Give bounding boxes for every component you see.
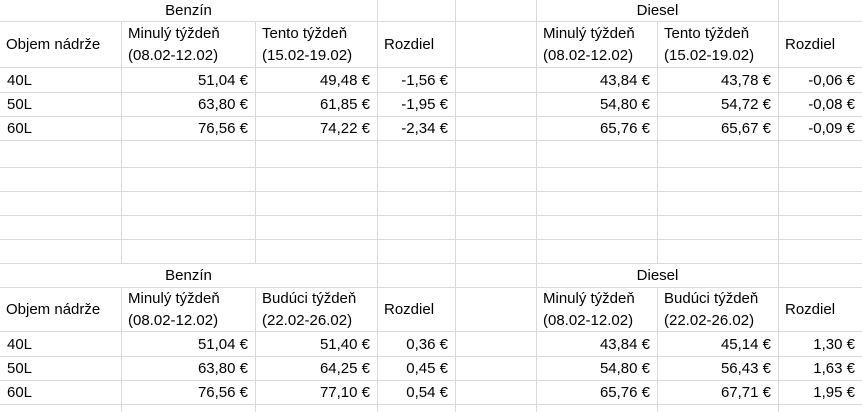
empty-cell[interactable] bbox=[122, 216, 256, 240]
col-header-line1: Tento týždeň bbox=[664, 24, 750, 42]
empty-cell[interactable] bbox=[456, 216, 537, 240]
row-label-cell[interactable]: 40L bbox=[0, 332, 122, 357]
col-header-benzin-prev-week[interactable] bbox=[122, 22, 256, 68]
data-cell[interactable]: 74,22 € bbox=[256, 117, 378, 141]
empty-cell[interactable] bbox=[0, 141, 122, 168]
col-header-line1: Minulý týždeň bbox=[543, 24, 635, 42]
empty-cell[interactable] bbox=[256, 405, 378, 412]
row-label-cell[interactable]: 60L bbox=[0, 381, 122, 405]
empty-cell[interactable] bbox=[658, 192, 779, 216]
rozdiel-header-diesel[interactable]: Rozdiel bbox=[779, 22, 862, 68]
empty-cell[interactable] bbox=[456, 68, 537, 93]
data-cell[interactable]: -1,56 € bbox=[378, 68, 456, 93]
col-header-line2: (08.02-12.02) bbox=[543, 311, 634, 329]
empty-cell[interactable] bbox=[456, 357, 537, 381]
col-header-line2: (08.02-12.02) bbox=[128, 311, 219, 329]
rozdiel-header-benzin[interactable]: Rozdiel bbox=[378, 288, 456, 332]
data-cell[interactable]: 51,04 € bbox=[122, 68, 256, 93]
data-cell[interactable]: 0,45 € bbox=[378, 357, 456, 381]
data-cell[interactable]: 1,95 € bbox=[779, 381, 862, 405]
data-cell[interactable]: -0,08 € bbox=[779, 93, 862, 117]
data-cell[interactable]: -1,95 € bbox=[378, 93, 456, 117]
empty-cell[interactable] bbox=[456, 381, 537, 405]
empty-cell[interactable] bbox=[658, 405, 779, 412]
data-cell[interactable]: 54,72 € bbox=[658, 93, 779, 117]
empty-cell[interactable] bbox=[456, 192, 537, 216]
empty-cell[interactable] bbox=[779, 264, 862, 288]
col-header-line2: (22.02-26.02) bbox=[664, 311, 755, 329]
empty-cell[interactable] bbox=[456, 332, 537, 357]
empty-cell[interactable] bbox=[122, 192, 256, 216]
col-header-line1: Tento týždeň bbox=[262, 24, 348, 42]
empty-cell[interactable] bbox=[456, 405, 537, 412]
empty-cell[interactable] bbox=[122, 405, 256, 412]
empty-cell[interactable] bbox=[378, 240, 456, 264]
data-cell[interactable]: 1,30 € bbox=[779, 332, 862, 357]
data-cell[interactable]: 0,54 € bbox=[378, 381, 456, 405]
empty-cell[interactable] bbox=[456, 264, 537, 288]
data-cell[interactable]: 51,04 € bbox=[122, 332, 256, 357]
empty-cell[interactable] bbox=[779, 216, 862, 240]
data-cell[interactable]: 54,80 € bbox=[537, 93, 658, 117]
data-cell[interactable]: 56,43 € bbox=[658, 357, 779, 381]
data-cell[interactable]: 63,80 € bbox=[122, 357, 256, 381]
empty-cell[interactable] bbox=[779, 192, 862, 216]
empty-cell[interactable] bbox=[779, 405, 862, 412]
empty-cell[interactable] bbox=[456, 141, 537, 168]
empty-cell[interactable] bbox=[0, 240, 122, 264]
empty-cell[interactable] bbox=[0, 216, 122, 240]
empty-cell[interactable] bbox=[378, 192, 456, 216]
col-header-benzin-next-week[interactable] bbox=[256, 288, 378, 332]
data-cell[interactable]: 77,10 € bbox=[256, 381, 378, 405]
empty-cell[interactable] bbox=[779, 0, 862, 22]
data-cell[interactable]: 45,14 € bbox=[658, 332, 779, 357]
merged-title-diesel-bottom[interactable]: Diesel bbox=[537, 264, 779, 288]
data-cell[interactable]: 65,67 € bbox=[658, 117, 779, 141]
col-header-line2: (15.02-19.02) bbox=[664, 46, 755, 64]
empty-cell[interactable] bbox=[378, 141, 456, 168]
empty-cell[interactable] bbox=[256, 192, 378, 216]
row-label-cell[interactable]: 50L bbox=[0, 357, 122, 381]
empty-cell[interactable] bbox=[378, 168, 456, 192]
col-header-line1: Minulý týždeň bbox=[128, 24, 220, 42]
data-cell[interactable]: 65,76 € bbox=[537, 117, 658, 141]
data-cell[interactable]: 1,63 € bbox=[779, 357, 862, 381]
empty-cell[interactable] bbox=[122, 141, 256, 168]
empty-cell[interactable] bbox=[0, 405, 122, 412]
empty-cell[interactable] bbox=[658, 240, 779, 264]
empty-cell[interactable] bbox=[378, 0, 456, 22]
empty-cell[interactable] bbox=[537, 192, 658, 216]
data-cell[interactable]: 51,40 € bbox=[256, 332, 378, 357]
empty-cell[interactable] bbox=[456, 0, 537, 22]
data-cell[interactable]: 43,84 € bbox=[537, 68, 658, 93]
col-header-line1: Budúci týždeň bbox=[262, 289, 357, 307]
empty-cell[interactable] bbox=[0, 192, 122, 216]
rozdiel-header-diesel[interactable]: Rozdiel bbox=[779, 288, 862, 332]
empty-cell[interactable] bbox=[658, 168, 779, 192]
data-cell[interactable]: 76,56 € bbox=[122, 381, 256, 405]
volume-header-cell[interactable]: Objem nádrže bbox=[0, 288, 122, 332]
empty-cell[interactable] bbox=[256, 141, 378, 168]
empty-cell[interactable] bbox=[537, 240, 658, 264]
empty-cell[interactable] bbox=[779, 240, 862, 264]
empty-cell[interactable] bbox=[537, 168, 658, 192]
col-header-line1: Budúci týždeň bbox=[664, 289, 759, 307]
data-cell[interactable]: 43,78 € bbox=[658, 68, 779, 93]
empty-cell[interactable] bbox=[779, 141, 862, 168]
row-label-cell[interactable]: 60L bbox=[0, 117, 122, 141]
col-header-diesel-prev-week[interactable] bbox=[537, 22, 658, 68]
empty-cell[interactable] bbox=[658, 141, 779, 168]
empty-cell[interactable] bbox=[456, 93, 537, 117]
empty-cell[interactable] bbox=[537, 141, 658, 168]
empty-cell[interactable] bbox=[658, 216, 779, 240]
empty-cell[interactable] bbox=[537, 405, 658, 412]
empty-cell[interactable] bbox=[256, 216, 378, 240]
empty-cell[interactable] bbox=[779, 168, 862, 192]
col-header-diesel-prev-week[interactable] bbox=[537, 288, 658, 332]
empty-cell[interactable] bbox=[456, 240, 537, 264]
row-label-cell[interactable]: 50L bbox=[0, 93, 122, 117]
empty-cell[interactable] bbox=[256, 168, 378, 192]
empty-cell[interactable] bbox=[456, 22, 537, 68]
col-header-diesel-next-week[interactable] bbox=[658, 288, 779, 332]
col-header-line2: (22.02-26.02) bbox=[262, 311, 353, 329]
empty-cell[interactable] bbox=[0, 168, 122, 192]
col-header-line1: Minulý týždeň bbox=[543, 289, 635, 307]
row-label-cell[interactable]: 40L bbox=[0, 68, 122, 93]
empty-cell[interactable] bbox=[122, 168, 256, 192]
col-header-line2: (15.02-19.02) bbox=[262, 46, 353, 64]
data-cell[interactable]: 61,85 € bbox=[256, 93, 378, 117]
col-header-diesel-this-week[interactable] bbox=[658, 22, 779, 68]
data-cell[interactable]: 63,80 € bbox=[122, 93, 256, 117]
merged-title-diesel-top[interactable]: Diesel bbox=[537, 0, 779, 22]
empty-cell[interactable] bbox=[378, 216, 456, 240]
empty-cell[interactable] bbox=[378, 264, 456, 288]
data-cell[interactable]: 64,25 € bbox=[256, 357, 378, 381]
empty-cell[interactable] bbox=[378, 405, 456, 412]
col-header-line1: Minulý týždeň bbox=[128, 289, 220, 307]
data-cell[interactable]: 43,84 € bbox=[537, 332, 658, 357]
merged-title-benzin-top[interactable]: Benzín bbox=[0, 0, 378, 22]
col-header-benzin-this-week[interactable] bbox=[256, 22, 378, 68]
data-cell[interactable]: 65,76 € bbox=[537, 381, 658, 405]
empty-cell[interactable] bbox=[122, 240, 256, 264]
empty-cell[interactable] bbox=[456, 168, 537, 192]
col-header-line2: (08.02-12.02) bbox=[128, 46, 219, 64]
data-cell[interactable]: -2,34 € bbox=[378, 117, 456, 141]
data-cell[interactable]: -0,09 € bbox=[779, 117, 862, 141]
data-cell[interactable]: -0,06 € bbox=[779, 68, 862, 93]
data-cell[interactable]: 67,71 € bbox=[658, 381, 779, 405]
empty-cell[interactable] bbox=[537, 216, 658, 240]
data-cell[interactable]: 49,48 € bbox=[256, 68, 378, 93]
col-header-benzin-prev-week[interactable] bbox=[122, 288, 256, 332]
data-cell[interactable]: 54,80 € bbox=[537, 357, 658, 381]
merged-title-benzin-bottom[interactable]: Benzín bbox=[0, 264, 378, 288]
col-header-line2: (08.02-12.02) bbox=[543, 46, 634, 64]
rozdiel-header-benzin[interactable]: Rozdiel bbox=[378, 22, 456, 68]
data-cell[interactable]: 0,36 € bbox=[378, 332, 456, 357]
empty-cell[interactable] bbox=[456, 288, 537, 332]
empty-cell[interactable] bbox=[456, 117, 537, 141]
data-cell[interactable]: 76,56 € bbox=[122, 117, 256, 141]
volume-header-cell[interactable]: Objem nádrže bbox=[0, 22, 122, 68]
empty-cell[interactable] bbox=[256, 240, 378, 264]
